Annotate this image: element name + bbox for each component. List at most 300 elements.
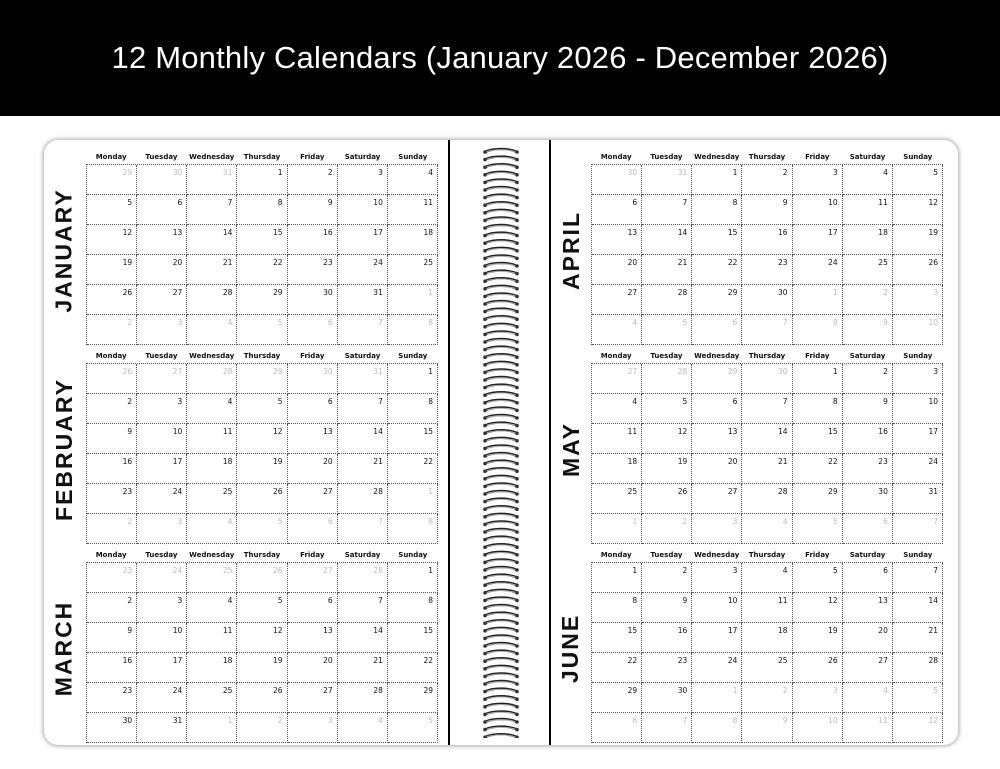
spiral-coil <box>483 727 519 732</box>
day-cell <box>592 653 642 683</box>
day-number: 6 <box>732 318 738 327</box>
adjacent-month-day-cell <box>338 563 388 593</box>
day-cell <box>692 593 742 623</box>
day-cell <box>187 683 237 713</box>
weekday-label: Monday <box>600 153 632 161</box>
spiral-coil <box>483 195 519 200</box>
weekday-label: Sunday <box>398 153 428 161</box>
weekday-header-row <box>86 349 438 363</box>
spiral-coil <box>483 559 519 564</box>
calendar-grid <box>591 548 943 743</box>
day-cell <box>187 195 237 225</box>
day-number: 30 <box>878 487 888 496</box>
day-cell <box>742 593 792 623</box>
day-number: 19 <box>928 228 938 237</box>
day-cell <box>288 165 338 195</box>
day-cell <box>288 225 338 255</box>
adjacent-month-day-cell <box>187 713 237 743</box>
adjacent-month-day-cell <box>843 683 893 713</box>
day-cell <box>237 683 287 713</box>
day-cell <box>843 394 893 424</box>
weekday-label: Saturday <box>344 551 381 559</box>
day-number: 12 <box>677 427 688 436</box>
day-cell <box>187 424 237 454</box>
day-cell <box>388 255 438 285</box>
day-number: 6 <box>327 596 333 605</box>
day-cell <box>137 623 187 653</box>
day-number: 9 <box>127 427 133 436</box>
day-number: 29 <box>828 487 838 496</box>
spiral-coil <box>483 324 519 329</box>
day-cell <box>288 593 338 623</box>
day-cell <box>137 285 187 315</box>
adjacent-month-day-cell <box>237 364 287 394</box>
day-number: 16 <box>122 457 133 466</box>
day-number: 29 <box>423 686 433 695</box>
day-number: 4 <box>883 168 888 177</box>
day-number: 23 <box>122 487 133 496</box>
day-number: 20 <box>627 258 638 267</box>
day-number: 27 <box>323 487 333 496</box>
day-number: 25 <box>778 656 788 665</box>
day-cell <box>843 623 893 653</box>
day-number: 7 <box>378 596 383 605</box>
day-cell <box>692 195 742 225</box>
weekday-label: Friday <box>805 153 830 161</box>
day-number: 21 <box>928 626 938 635</box>
spiral-coil <box>483 248 519 253</box>
day-cell <box>793 484 843 514</box>
day-cell <box>187 225 237 255</box>
left-page <box>44 140 448 745</box>
day-number: 31 <box>222 168 233 177</box>
day-cell <box>742 653 792 683</box>
day-cell <box>742 255 792 285</box>
day-cell <box>338 285 388 315</box>
day-number: 1 <box>732 686 738 695</box>
weekday-label: Wednesday <box>694 551 740 559</box>
day-number: 4 <box>428 168 433 177</box>
day-cell <box>742 225 792 255</box>
day-number: 8 <box>277 198 283 207</box>
day-cell <box>187 394 237 424</box>
day-number: 7 <box>378 517 383 526</box>
day-number: 4 <box>782 566 788 575</box>
day-cell <box>87 713 137 743</box>
day-number: 16 <box>677 626 688 635</box>
spiral-coil <box>483 347 519 352</box>
month-label <box>52 164 76 336</box>
day-cell <box>288 484 338 514</box>
spiral-coil <box>483 377 519 382</box>
day-number: 12 <box>122 228 133 237</box>
weekday-label: Wednesday <box>189 352 235 360</box>
day-number: 22 <box>627 656 638 665</box>
day-cell <box>742 623 792 653</box>
day-number: 19 <box>677 457 688 466</box>
day-number: 1 <box>277 168 283 177</box>
day-number: 13 <box>627 228 638 237</box>
day-cell <box>843 225 893 255</box>
day-number: 31 <box>928 487 938 496</box>
day-number: 9 <box>682 596 688 605</box>
day-number: 29 <box>727 288 738 297</box>
spiral-coil <box>483 529 519 534</box>
day-cell <box>187 593 237 623</box>
weekday-label: Friday <box>300 551 325 559</box>
day-number: 23 <box>323 258 333 267</box>
day-cell <box>592 285 642 315</box>
weekday-label: Sunday <box>903 551 933 559</box>
day-number: 4 <box>632 318 638 327</box>
adjacent-month-day-cell <box>87 165 137 195</box>
day-number: 17 <box>373 228 383 237</box>
day-number: 20 <box>727 457 738 466</box>
day-cell <box>592 454 642 484</box>
day-number: 5 <box>682 397 688 406</box>
day-cell <box>388 225 438 255</box>
day-number: 27 <box>323 686 333 695</box>
day-cell <box>338 255 388 285</box>
day-number: 28 <box>778 487 788 496</box>
day-cell <box>388 563 438 593</box>
day-number: 2 <box>127 397 133 406</box>
day-cell <box>137 454 187 484</box>
day-cell <box>137 713 187 743</box>
day-number: 10 <box>172 427 183 436</box>
month-february <box>44 339 448 537</box>
day-number: 9 <box>782 716 788 725</box>
day-number: 30 <box>627 168 638 177</box>
day-cell <box>592 683 642 713</box>
day-number: 25 <box>627 487 638 496</box>
day-number: 23 <box>122 566 133 575</box>
day-number: 5 <box>428 716 433 725</box>
day-number: 7 <box>933 566 938 575</box>
day-cell <box>642 454 692 484</box>
month-label <box>559 363 583 535</box>
adjacent-month-day-cell <box>288 713 338 743</box>
day-number: 24 <box>172 566 183 575</box>
adjacent-month-day-cell <box>692 364 742 394</box>
day-cell <box>338 484 388 514</box>
spiral-coil <box>483 202 519 207</box>
month-name: JUNE <box>557 613 584 683</box>
day-number: 19 <box>122 258 133 267</box>
day-cell <box>642 653 692 683</box>
weekday-label: Thursday <box>748 551 786 559</box>
day-number: 15 <box>273 228 283 237</box>
day-cell <box>137 394 187 424</box>
day-cell <box>187 255 237 285</box>
month-label <box>559 562 583 734</box>
day-cell <box>893 563 943 593</box>
weekday-header-row <box>591 150 943 164</box>
day-number: 1 <box>428 288 433 297</box>
adjacent-month-day-cell <box>237 563 287 593</box>
weekday-label: Wednesday <box>189 551 235 559</box>
adjacent-month-day-cell <box>137 563 187 593</box>
day-cell <box>893 255 943 285</box>
day-cell <box>843 563 893 593</box>
day-cell <box>388 454 438 484</box>
day-cell <box>87 424 137 454</box>
day-cell <box>237 653 287 683</box>
day-number: 7 <box>933 517 938 526</box>
day-cell <box>87 484 137 514</box>
day-number: 4 <box>227 318 233 327</box>
spiral-coil <box>483 362 519 367</box>
spiral-coil <box>483 666 519 671</box>
spiral-coil <box>483 255 519 260</box>
day-grid <box>591 164 943 345</box>
weekday-label: Tuesday <box>145 352 178 360</box>
spiral-coil <box>483 537 519 542</box>
spiral-coil <box>483 301 519 306</box>
day-number: 21 <box>373 656 383 665</box>
day-cell <box>288 653 338 683</box>
day-number: 11 <box>878 716 888 725</box>
day-cell <box>893 394 943 424</box>
spiral-coil <box>483 293 519 298</box>
day-cell <box>692 285 742 315</box>
day-number: 29 <box>122 168 133 177</box>
weekday-label: Monday <box>600 352 632 360</box>
spiral-coil <box>483 628 519 633</box>
adjacent-month-day-cell <box>592 165 642 195</box>
weekday-header-row <box>86 548 438 562</box>
adjacent-month-day-cell <box>793 713 843 743</box>
day-number: 20 <box>323 656 333 665</box>
day-cell <box>87 623 137 653</box>
spiral-coil <box>483 521 519 526</box>
day-number: 6 <box>632 716 638 725</box>
spiral-coil <box>483 711 519 716</box>
month-name: FEBRUARY <box>50 377 77 521</box>
adjacent-month-day-cell <box>742 683 792 713</box>
day-number: 12 <box>273 626 283 635</box>
day-cell <box>642 563 692 593</box>
day-number: 8 <box>428 397 433 406</box>
spiral-coil <box>483 423 519 428</box>
day-cell <box>843 424 893 454</box>
adjacent-month-day-cell <box>338 364 388 394</box>
month-may <box>551 339 958 537</box>
day-cell <box>742 563 792 593</box>
day-number: 3 <box>732 517 738 526</box>
day-cell <box>843 593 893 623</box>
day-number: 11 <box>878 198 888 207</box>
weekday-label: Wednesday <box>189 153 235 161</box>
day-number: 23 <box>878 457 888 466</box>
day-number: 1 <box>632 517 638 526</box>
day-cell <box>642 285 692 315</box>
day-number: 29 <box>273 288 283 297</box>
spiral-coil <box>483 415 519 420</box>
day-number: 3 <box>177 397 183 406</box>
day-number: 1 <box>832 367 838 376</box>
day-cell <box>237 484 287 514</box>
spiral-coil <box>483 233 519 238</box>
day-number: 4 <box>782 517 788 526</box>
weekday-label: Tuesday <box>145 153 178 161</box>
day-number: 16 <box>323 228 333 237</box>
day-number: 2 <box>277 716 283 725</box>
day-number: 7 <box>682 198 688 207</box>
day-number: 9 <box>883 318 888 327</box>
day-number: 24 <box>373 258 383 267</box>
day-cell <box>793 165 843 195</box>
day-number: 9 <box>782 198 788 207</box>
adjacent-month-day-cell <box>843 713 893 743</box>
spiral-coil <box>483 309 519 314</box>
day-number: 14 <box>222 228 233 237</box>
day-cell <box>793 623 843 653</box>
day-number: 1 <box>732 168 738 177</box>
day-grid <box>86 562 438 743</box>
weekday-header-row <box>86 150 438 164</box>
spiral-coil <box>483 643 519 648</box>
spiral-coil <box>483 438 519 443</box>
day-number: 4 <box>378 716 383 725</box>
month-name: MAY <box>557 421 584 477</box>
day-number: 18 <box>778 626 788 635</box>
day-number: 20 <box>172 258 183 267</box>
spiral-coil <box>483 316 519 321</box>
day-cell <box>187 454 237 484</box>
day-cell <box>742 424 792 454</box>
day-cell <box>893 165 943 195</box>
day-number: 8 <box>732 716 738 725</box>
day-number: 3 <box>933 367 938 376</box>
day-cell <box>742 484 792 514</box>
day-cell <box>338 593 388 623</box>
weekday-label: Tuesday <box>650 352 683 360</box>
day-cell <box>288 683 338 713</box>
day-number: 11 <box>222 626 233 635</box>
day-cell <box>338 454 388 484</box>
day-number: 1 <box>832 288 838 297</box>
day-cell <box>338 424 388 454</box>
day-cell <box>893 364 943 394</box>
planner-spread <box>44 140 958 745</box>
day-cell <box>338 195 388 225</box>
day-cell <box>893 454 943 484</box>
day-number: 30 <box>323 288 333 297</box>
day-cell <box>288 623 338 653</box>
day-cell <box>388 424 438 454</box>
day-number: 5 <box>277 397 283 406</box>
day-number: 14 <box>677 228 688 237</box>
day-number: 18 <box>878 228 888 237</box>
day-number: 25 <box>423 258 433 267</box>
day-number: 13 <box>878 596 888 605</box>
day-cell <box>843 165 893 195</box>
day-number: 25 <box>222 686 233 695</box>
spiral-coil <box>483 286 519 291</box>
day-number: 26 <box>273 686 283 695</box>
day-number: 30 <box>778 288 788 297</box>
day-number: 27 <box>172 288 183 297</box>
adjacent-month-day-cell <box>237 713 287 743</box>
day-number: 2 <box>127 596 133 605</box>
weekday-header-row <box>591 548 943 562</box>
day-cell <box>742 195 792 225</box>
spiral-coil <box>483 491 519 496</box>
weekday-label: Thursday <box>748 352 786 360</box>
day-cell <box>793 394 843 424</box>
day-cell <box>893 623 943 653</box>
weekday-header-row <box>591 349 943 363</box>
spiral-coil <box>483 696 519 701</box>
day-number: 27 <box>323 566 333 575</box>
day-cell <box>137 484 187 514</box>
day-cell <box>237 195 287 225</box>
day-cell <box>793 424 843 454</box>
day-number: 7 <box>378 318 383 327</box>
day-cell <box>642 255 692 285</box>
day-number: 5 <box>933 168 938 177</box>
day-number: 22 <box>273 258 283 267</box>
day-number: 26 <box>273 566 283 575</box>
month-name: JANUARY <box>50 187 77 313</box>
adjacent-month-day-cell <box>87 563 137 593</box>
day-number: 5 <box>277 318 283 327</box>
day-number: 24 <box>172 686 183 695</box>
day-number: 9 <box>127 626 133 635</box>
day-cell <box>592 623 642 653</box>
day-number: 2 <box>682 517 688 526</box>
day-cell <box>237 623 287 653</box>
day-number: 20 <box>323 457 333 466</box>
adjacent-month-day-cell <box>843 285 893 315</box>
day-number: 7 <box>378 397 383 406</box>
day-cell <box>237 394 287 424</box>
day-number: 3 <box>832 686 838 695</box>
spine-edge-left <box>448 140 450 745</box>
weekday-label: Friday <box>805 352 830 360</box>
weekday-label: Monday <box>95 352 127 360</box>
day-number: 2 <box>327 168 333 177</box>
title-banner <box>0 0 1000 116</box>
day-number: 14 <box>778 427 788 436</box>
day-number: 1 <box>227 716 233 725</box>
calendar-grid <box>591 349 943 544</box>
spiral-coil <box>483 157 519 162</box>
day-number: 5 <box>277 596 283 605</box>
day-cell <box>692 623 742 653</box>
day-number: 26 <box>122 288 133 297</box>
weekday-label: Saturday <box>849 153 886 161</box>
day-number: 2 <box>127 517 133 526</box>
adjacent-month-day-cell <box>187 364 237 394</box>
day-number: 3 <box>378 168 383 177</box>
day-number: 4 <box>883 686 888 695</box>
day-number: 14 <box>373 427 383 436</box>
day-number: 21 <box>373 457 383 466</box>
adjacent-month-day-cell <box>388 484 438 514</box>
weekday-label: Tuesday <box>145 551 178 559</box>
day-grid <box>591 562 943 743</box>
day-cell <box>288 255 338 285</box>
weekday-label: Thursday <box>243 352 281 360</box>
day-cell <box>592 225 642 255</box>
banner-title: 12 Monthly Calendars (January 2026 - December 2026) <box>111 40 889 75</box>
day-cell <box>642 195 692 225</box>
day-cell <box>87 394 137 424</box>
day-cell <box>592 593 642 623</box>
adjacent-month-day-cell <box>87 364 137 394</box>
